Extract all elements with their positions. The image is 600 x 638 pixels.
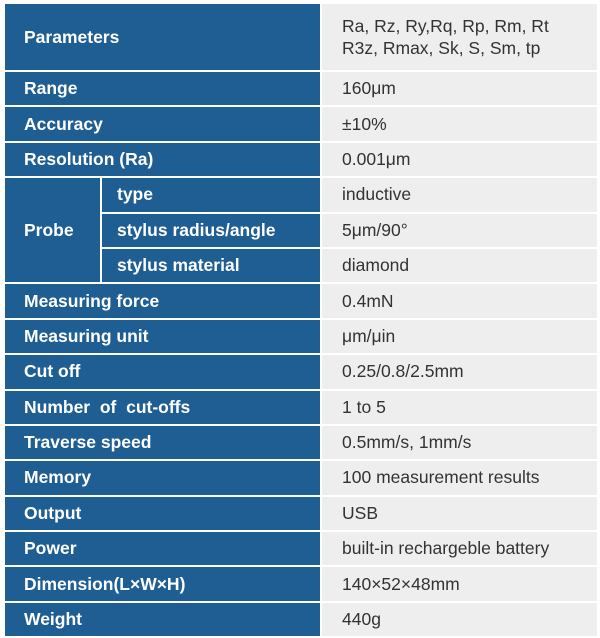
row-probe-type <box>5 177 597 212</box>
value-weight: 440g <box>321 602 597 637</box>
label-stylus-material: stylus material <box>101 248 321 283</box>
row-cut-off <box>5 354 597 389</box>
label-probe-type: type <box>101 177 321 212</box>
value-parameters-line2: R3z, Rmax, Sk, S, Sm, tp <box>342 38 541 58</box>
row-range <box>5 71 597 106</box>
value-accuracy: ±10% <box>321 106 597 141</box>
label-weight: Weight <box>5 602 321 637</box>
row-resolution <box>5 142 597 177</box>
value-measuring-unit: μm/μin <box>321 319 597 354</box>
row-measuring-unit <box>5 319 597 354</box>
row-output <box>5 496 597 531</box>
label-power: Power <box>5 531 321 566</box>
value-power: built-in rechargeble battery <box>321 531 597 566</box>
value-dimension: 140×52×48mm <box>321 566 597 601</box>
row-power <box>5 531 597 566</box>
label-cut-off: Cut off <box>5 354 321 389</box>
row-weight <box>5 602 597 637</box>
value-output: USB <box>321 496 597 531</box>
label-measuring-force: Measuring force <box>5 283 321 318</box>
label-accuracy: Accuracy <box>5 106 321 141</box>
value-parameters <box>321 4 597 71</box>
value-cut-off: 0.25/0.8/2.5mm <box>321 354 597 389</box>
value-probe-type: inductive <box>321 177 597 212</box>
label-parameters: Parameters <box>5 4 321 71</box>
spec-table <box>5 4 597 638</box>
value-memory: 100 measurement results <box>321 460 597 495</box>
label-measuring-unit: Measuring unit <box>5 319 321 354</box>
row-traverse-speed <box>5 425 597 460</box>
value-parameters-line1: Ra, Rz, Ry,Rq, Rp, Rm, Rt <box>342 16 549 36</box>
label-probe: Probe <box>5 177 101 283</box>
row-number-cutoffs <box>5 390 597 425</box>
label-memory: Memory <box>5 460 321 495</box>
label-output: Output <box>5 496 321 531</box>
row-accuracy <box>5 106 597 141</box>
row-dimension <box>5 566 597 601</box>
row-memory <box>5 460 597 495</box>
label-range: Range <box>5 71 321 106</box>
value-resolution: 0.001μm <box>321 142 597 177</box>
value-measuring-force: 0.4mN <box>321 283 597 318</box>
value-stylus-material: diamond <box>321 248 597 283</box>
label-resolution: Resolution (Ra) <box>5 142 321 177</box>
label-dimension: Dimension(L×W×H) <box>5 566 321 601</box>
label-number-cutoffs: Number of cut-offs <box>5 390 321 425</box>
value-stylus-radius: 5μm/90° <box>321 213 597 248</box>
value-traverse-speed: 0.5mm/s, 1mm/s <box>321 425 597 460</box>
value-number-cutoffs: 1 to 5 <box>321 390 597 425</box>
label-traverse-speed: Traverse speed <box>5 425 321 460</box>
value-range: 160μm <box>321 71 597 106</box>
label-stylus-radius: stylus radius/angle <box>101 213 321 248</box>
row-measuring-force <box>5 283 597 318</box>
row-parameters <box>5 4 597 71</box>
